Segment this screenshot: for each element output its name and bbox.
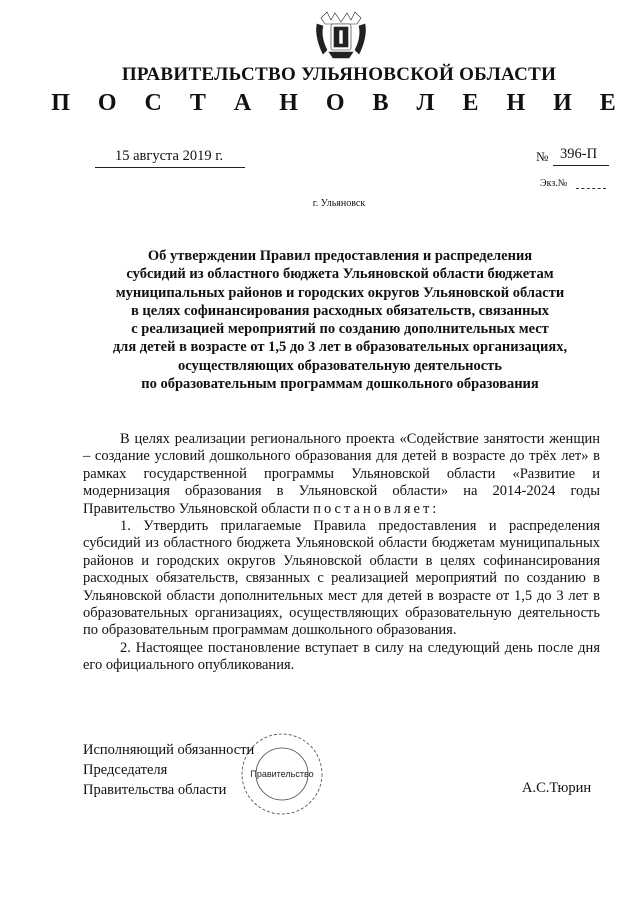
title-line: по образовательным программам дошкольного образования xyxy=(141,376,539,393)
number-label: № xyxy=(536,149,549,164)
document-type: П О С Т А Н О В Л Е Н И Е xyxy=(51,90,627,116)
intro-text: В целях реализации регионального проекта «Содействие занятости женщин – создание условий дошкольного образования для детей в возрасте до трёх лет» в рамках государственной программы Ульяновской области «Развитие и модернизация образования в Ульяновской области» на 2014-2024 годы Правительство Ульяновской области xyxy=(83,431,600,517)
position-line: Председателя xyxy=(83,762,168,778)
decree-word: постановляет: xyxy=(313,500,440,517)
copy-number-line xyxy=(576,188,606,189)
title-line: с реализацией мероприятий по созданию дополнительных мест xyxy=(131,321,549,338)
city: г. Ульяновск xyxy=(312,198,366,209)
document-number: 396-П xyxy=(560,146,598,162)
copy-number-label: Экз.№ xyxy=(540,178,568,189)
date-underline xyxy=(95,167,245,168)
document-date: 15 августа 2019 г. xyxy=(115,148,224,164)
item-2-paragraph: 2. Настоящее постановление вступает в силу на следующий день после дня его официального опубликования. xyxy=(83,639,600,674)
signatory-name: А.С.Тюрин xyxy=(522,780,592,796)
title-line: муниципальных районов и городских округов Ульяновской области xyxy=(115,284,565,301)
position-line: Правительства области xyxy=(83,782,227,798)
signatory-position xyxy=(83,740,254,800)
title-line: для детей в возрасте от 1,5 до 3 лет в образовательных организациях, xyxy=(112,339,568,356)
item-1-paragraph: 1. Утвердить прилагаемые Правила предоставления и распределения субсидий из областного бюджета Ульяновской области бюджетам муниципальных районов и городских округов Ульяновской области в целях софинансирования расходных обязательств, связанных с реализацией мероприятий по созданию в Ульяновской области дополнительных мест для детей в возрасте от 1,5 до 3 лет в образовательных организациях, осуществляющих образовательную деятельность по образовательным программам дошкольного образования. xyxy=(83,518,600,639)
title-line: осуществляющих образовательную деятельность xyxy=(178,357,502,374)
title-line: Об утверждении Правил предоставления и распределения xyxy=(147,248,533,264)
position-line: Исполняющий обязанности xyxy=(83,742,255,758)
government-name: ПРАВИТЕЛЬСТВО УЛЬЯНОВСКОЙ ОБЛАСТИ xyxy=(121,64,557,85)
coat-of-arms-emblem xyxy=(313,10,369,62)
intro-paragraph xyxy=(83,431,600,518)
title-line: в целях софинансирования расходных обязательств, связанных xyxy=(130,302,550,319)
decree-body xyxy=(83,431,600,675)
decree-title xyxy=(80,247,600,393)
number-underline xyxy=(553,165,609,166)
title-line: субсидий из областного бюджета Ульяновской области бюджетам xyxy=(126,266,554,283)
stamp-text: Правительство xyxy=(250,769,314,779)
